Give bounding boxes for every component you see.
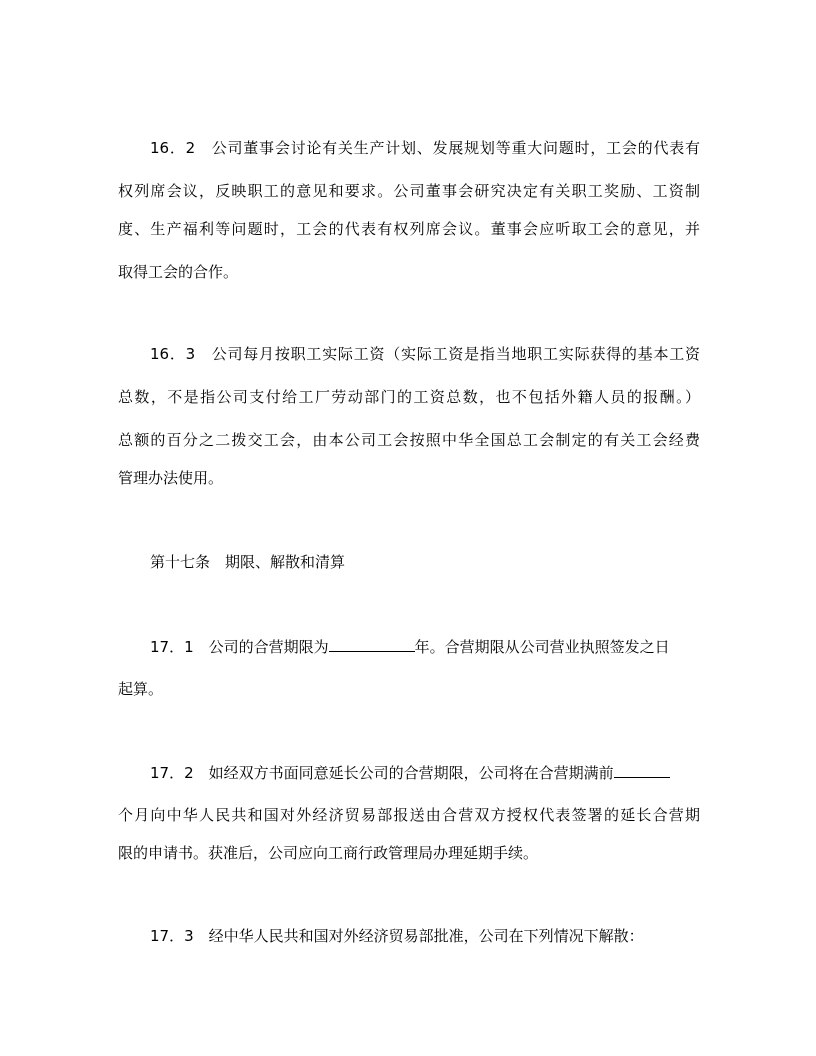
para-17-1-line-1: [150, 636, 700, 657]
para-16-2-line-1: 16．2 公司董事会讨论有关生产计划、发展规划等重大问题时，工会的代表有: [150, 139, 700, 157]
para-17-2-line-3: 限的申请书。获准后，公司应向工商行政管理局办理延期手续。: [118, 844, 539, 862]
para-16-3-line-3: 总额的百分之二拨交工会，由本公司工会按照中华全国总工会制定的有关工会经费: [118, 431, 700, 449]
para-17-2-text-before: 17．2 如经双方书面同意延长公司的合营期限，公司将在合营期满前: [150, 764, 614, 782]
term-years-blank: [329, 636, 415, 652]
para-17-1-line-2: 起算。: [118, 680, 164, 698]
para-17-2-line-1: [150, 762, 700, 783]
para-16-2-line-3: 度、生产福利等问题时，工会的代表有权列席会议。董事会应听取工会的意见，并: [118, 220, 700, 238]
para-16-3-line-1: 16．3 公司每月按职工实际工资（实际工资是指当地职工实际获得的基本工资: [150, 345, 700, 363]
para-16-3-line-2: 总数，不是指公司支付给工厂劳动部门的工资总数，也不包括外籍人员的报酬。）: [118, 388, 700, 406]
para-16-2-line-4: 取得工会的合作。: [118, 263, 239, 281]
para-16-3-line-4: 管理办法使用。: [118, 469, 224, 487]
para-16-2-line-2: 权列席会议，反映职工的意见和要求。公司董事会研究决定有关职工奖励、工资制: [118, 182, 700, 200]
article-17-heading: 第十七条 期限、解散和清算: [150, 553, 346, 571]
para-17-1-text-after: 年。合营期限从公司营业执照签发之日: [414, 638, 670, 656]
para-17-2-line-2: 个月向中华人民共和国对外经济贸易部报送由合营双方授权代表签署的延长合营期: [118, 806, 700, 824]
para-17-1-text-before: 17．1 公司的合营期限为: [150, 638, 329, 656]
para-17-3-line-1: 17．3 经中华人民共和国对外经济贸易部批准，公司在下列情况下解散：: [150, 927, 644, 945]
months-before-expiry-blank: [614, 762, 670, 778]
